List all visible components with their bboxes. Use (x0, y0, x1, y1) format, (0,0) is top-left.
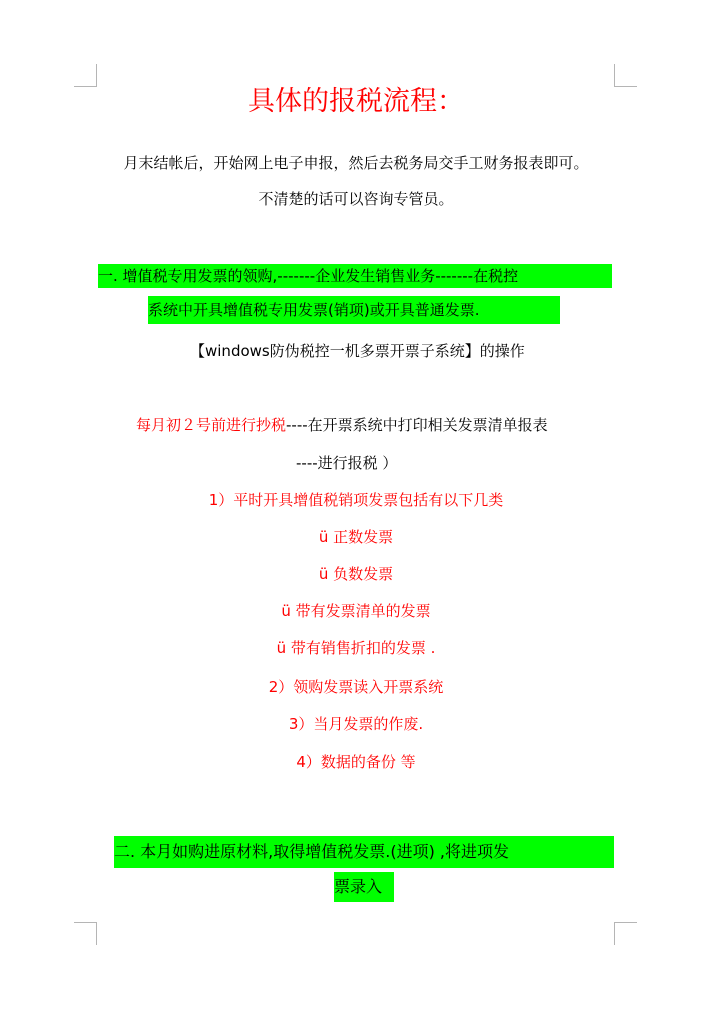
list-item-3: 3）当月发票的作废. (288, 715, 424, 733)
page-corner-mark-bottom-left (74, 922, 97, 945)
monthly-instruction-red-part: 每月初２号前进行抄税 (136, 416, 287, 434)
intro-line-2: 不清楚的话可以咨询专管员。 (258, 190, 454, 208)
page-corner-mark-bottom-right (614, 922, 637, 945)
bullet-item: ü 负数发票 (318, 565, 394, 583)
section-1-heading-line-2: 系统中开具增值税专用发票(销项)或开具普通发票. (148, 296, 560, 324)
page-title: 具体的报税流程： (248, 86, 464, 117)
bullet-item: ü 正数发票 (318, 528, 394, 546)
list-item-2: 2）领购发票读入开票系统 (268, 678, 444, 696)
monthly-instruction-line-2: ----进行报税 ） (296, 454, 398, 472)
bullet-item: ü 带有销售折扣的发票 . (276, 639, 436, 657)
section-1-heading-line-1: 一. 增值税专用发票的领购,-------企业发生销售业务-------在税控 (98, 264, 612, 288)
bullet-item: ü 带有发票清单的发票 (281, 602, 431, 620)
list-item-4: 4）数据的备份 等 (296, 753, 416, 771)
list-item-1: 1）平时开具增值税销项发票包括有以下几类 (208, 491, 504, 509)
windows-operation-line: 【windows防伪税控一机多票开票子系统】的操作 (190, 342, 525, 360)
section-2-heading-line-2: 票录入 (334, 872, 394, 902)
monthly-instruction-line-1 (136, 414, 548, 436)
intro-line-1: 月末结帐后，开始网上电子申报，然后去税务局交手工财务报表即可。 (123, 154, 589, 172)
monthly-instruction-black-part: ----在开票系统中打印相关发票清单报表 (286, 416, 548, 434)
section-2-heading-line-1: 二. 本月如购进原材料,取得增值税发票.(进项) ,将进项发 (114, 836, 614, 868)
